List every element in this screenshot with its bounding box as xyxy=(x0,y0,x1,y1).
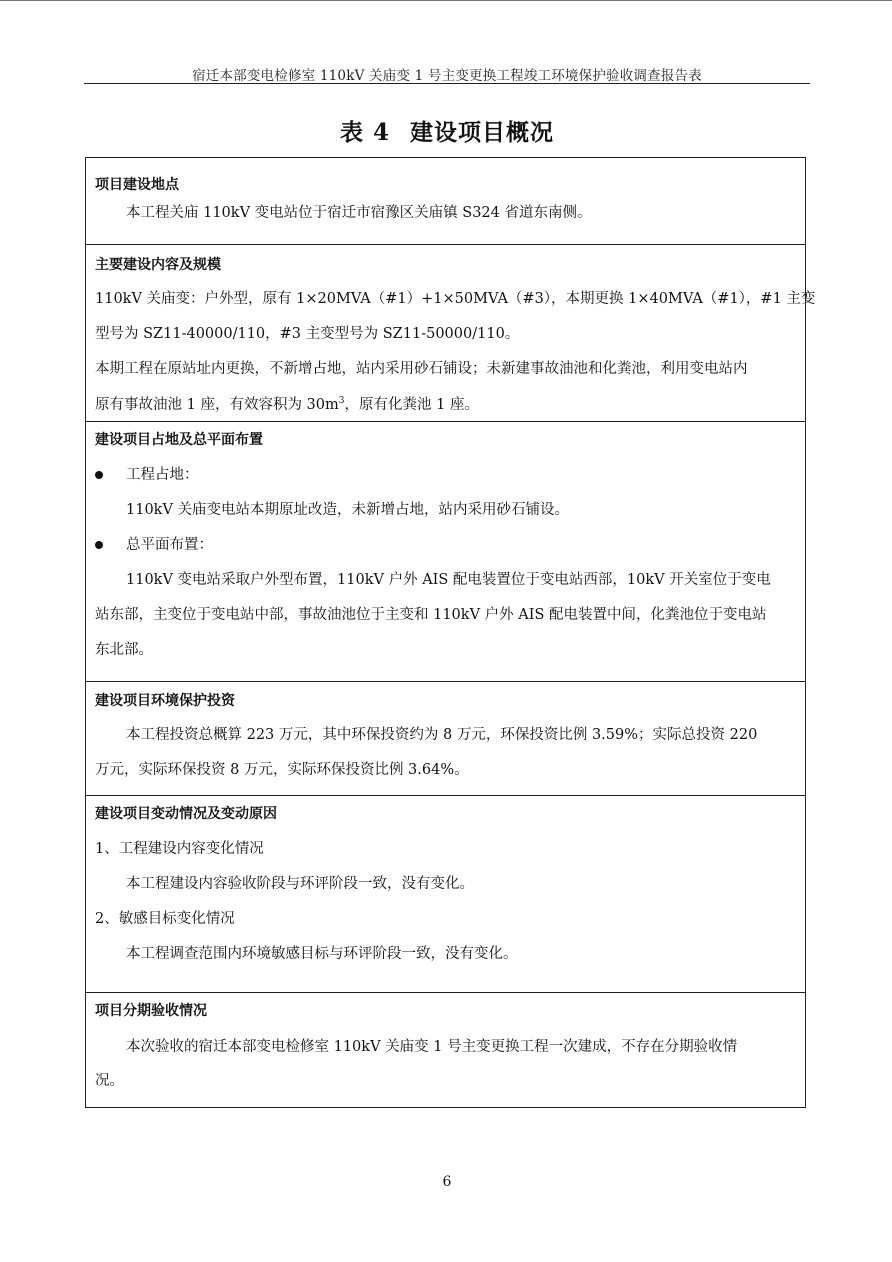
layout-line: 110kV 变电站采取户外型布置，110kV 户外 AIS 配电装置位于变电站西部，10kV 开关室位于变电 xyxy=(126,572,771,588)
change-item: 1、工程建设内容变化情况 xyxy=(95,841,264,857)
table-title xyxy=(84,114,810,147)
bullet-icon xyxy=(95,471,103,479)
change-text: 本工程建设内容验收阶段与环评阶段一致，没有变化。 xyxy=(126,876,474,892)
project-overview-table xyxy=(85,157,816,1108)
table-name: 建设项目概况 xyxy=(410,119,554,146)
layout-line: 站东部，主变位于变电站中部，事故油池位于主变和 110kV 户外 AIS 配电装置中间，化粪池位于变电站 xyxy=(95,607,767,623)
section-changes xyxy=(86,796,805,993)
bullet-label: 工程占地： xyxy=(126,467,199,483)
superscript: 3 xyxy=(338,396,345,407)
section-construction-content xyxy=(86,245,816,422)
table-number: 表 4 xyxy=(339,119,390,146)
investment-line: 本工程投资总概算 223 万元，其中环保投资约为 8 万元，环保投资比例 3.59%；实际总投资 220 xyxy=(126,727,758,743)
change-item: 2、敏感目标变化情况 xyxy=(95,911,235,927)
page-top-edge xyxy=(0,0,892,1)
section-title: 主要建设内容及规模 xyxy=(95,257,221,273)
bullet-icon xyxy=(95,541,103,549)
phased-line: 况。 xyxy=(95,1073,124,1089)
section-env-investment xyxy=(86,682,805,796)
section-title: 建设项目环境保护投资 xyxy=(95,693,235,709)
section-land-layout xyxy=(86,422,805,682)
section-title: 建设项目变动情况及变动原因 xyxy=(95,806,277,822)
section-title: 项目建设地点 xyxy=(95,177,179,193)
location-text: 本工程关庙 110kV 变电站位于宿迁市宿豫区关庙镇 S324 省道东南侧。 xyxy=(126,205,592,221)
section-title: 项目分期验收情况 xyxy=(95,1003,207,1019)
land-use-text: 110kV 关庙变电站本期原址改造，未新增占地，站内采用砂石铺设。 xyxy=(126,502,570,518)
content-line: 本期工程在原站址内更换，不新增占地，站内采用砂石铺设；未新建事故油池和化粪池，利用变电站内 xyxy=(95,361,748,377)
page-number: 6 xyxy=(442,1174,452,1190)
section-title: 建设项目占地及总平面布置 xyxy=(95,432,263,448)
bullet-label: 总平面布置： xyxy=(126,537,213,553)
running-header: 宿迁本部变电检修室 110kV 关庙变 1 号主变更换工程竣工环境保护验收调查报告表 xyxy=(192,68,702,84)
content-line: 型号为 SZ11-40000/110，#3 主变型号为 SZ11-50000/110。 xyxy=(95,326,520,342)
phased-line: 本次验收的宿迁本部变电检修室 110kV 关庙变 1 号主变更换工程一次建成，不存在分期验收情 xyxy=(126,1039,738,1055)
layout-line: 东北部。 xyxy=(95,642,153,658)
section-location xyxy=(86,158,805,245)
investment-line: 万元，实际环保投资 8 万元，实际环保投资比例 3.64%。 xyxy=(95,762,469,778)
section-phased-acceptance xyxy=(86,993,805,1107)
content-line: 原有事故油池 1 座，有效容积为 $30m^3$，原有化粪池 1 座。 xyxy=(95,396,479,413)
content-line: 110kV 关庙变：户外型，原有 1×20MVA（#1）+1×50MVA（#3），本期更换 1×40MVA（#1），#1 主变 xyxy=(95,291,816,307)
change-text: 本工程调查范围内环境敏感目标与环评阶段一致，没有变化。 xyxy=(126,946,518,962)
header-rule xyxy=(84,83,810,84)
